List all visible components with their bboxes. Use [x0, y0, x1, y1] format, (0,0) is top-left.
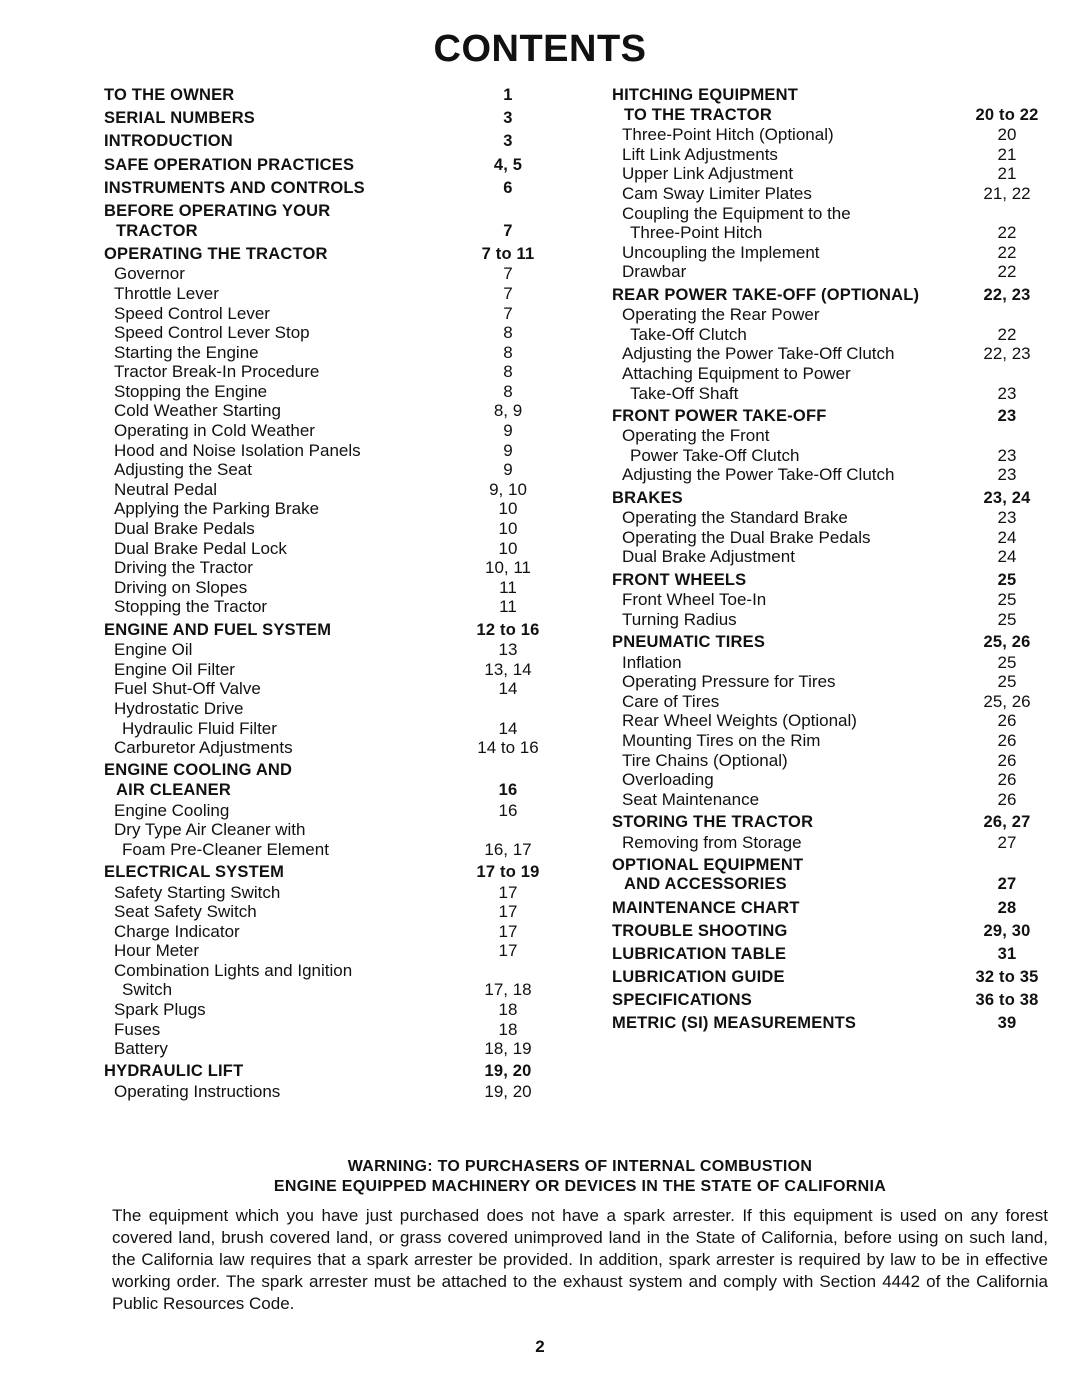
toc-entry-label: FRONT WHEELS	[612, 570, 747, 589]
toc-entry-page: 25, 26	[983, 633, 1031, 651]
toc-entry-page: 25	[997, 652, 1017, 672]
toc-entry-label: Mounting Tires on the Rim	[622, 730, 821, 750]
toc-entry-label: Operating the Rear Power	[622, 305, 820, 325]
toc-entry-page: 18	[498, 1000, 518, 1020]
toc-entry	[612, 286, 1052, 306]
toc-entry-page: 7 to 11	[481, 244, 535, 263]
toc-entry-label: Uncoupling the Implement	[622, 242, 820, 262]
toc-entry-label: Hood and Noise Isolation Panels	[114, 440, 361, 460]
toc-entry	[104, 539, 560, 559]
toc-entry	[612, 899, 1052, 919]
toc-entry-label: Removing from Storage	[622, 832, 802, 852]
toc-entry-label: ENGINE COOLING AND	[104, 761, 293, 780]
toc-entry-label: INTRODUCTION	[104, 132, 233, 151]
toc-entry	[104, 922, 560, 942]
toc-entry	[104, 883, 560, 903]
toc-entry-label: Seat Maintenance	[622, 789, 760, 809]
toc-entry	[612, 86, 1052, 106]
toc-entry-page: 26	[997, 770, 1017, 790]
toc-entry-label: Dry Type Air Cleaner with	[114, 820, 306, 840]
toc-entry-page: 7	[503, 283, 513, 303]
toc-entry	[612, 164, 1052, 184]
toc-entry	[612, 1014, 1052, 1034]
toc-entry	[104, 840, 560, 860]
toc-entry-page: 23	[997, 445, 1017, 465]
toc-entry	[104, 156, 560, 176]
toc-entry-page: 17 to 19	[476, 862, 540, 881]
toc-entry-page: 36 to 38	[975, 991, 1039, 1010]
toc-entry-label: LUBRICATION TABLE	[612, 944, 787, 963]
toc-entry-label: Driving on Slopes	[114, 577, 248, 597]
toc-entry-label: Engine Oil	[114, 640, 193, 660]
toc-entry-label: ELECTRICAL SYSTEM	[104, 862, 285, 881]
toc-entry-page: 17	[498, 882, 518, 902]
warning-heading-line-1: WARNING: TO PURCHASERS OF INTERNAL COMBUSTION	[347, 1158, 813, 1175]
toc-entry-page: 17	[498, 941, 518, 961]
toc-entry-page: 23, 24	[983, 488, 1031, 507]
toc-entry	[104, 264, 560, 284]
toc-entry-page: 25	[997, 570, 1017, 589]
toc-entry-page: 39	[997, 1014, 1017, 1033]
toc-entry-label: AIR CLEANER	[116, 780, 231, 799]
toc-entry-label: Dual Brake Adjustment	[622, 547, 795, 567]
toc-entry-label: Attaching Equipment to Power	[622, 363, 851, 383]
toc-entry-label: Overloading	[622, 770, 714, 790]
toc-entry-label: Neutral Pedal	[114, 479, 218, 499]
toc-entry	[104, 1039, 560, 1059]
toc-entry-page: 22	[997, 223, 1017, 243]
toc-entry-page: 23	[997, 465, 1017, 485]
toc-entry	[104, 245, 560, 265]
toc-entry-page: 22	[997, 242, 1017, 262]
toc-entry	[612, 813, 1052, 833]
toc-entry	[104, 284, 560, 304]
toc-entry	[104, 1062, 560, 1082]
toc-entry-label: HYDRAULIC LIFT	[104, 1062, 244, 1081]
toc-entry-label: Operating Instructions	[114, 1082, 281, 1102]
toc-entry-label: Lift Link Adjustments	[622, 144, 778, 164]
toc-entry-page: 23	[997, 383, 1017, 403]
toc-entry-page: 20	[997, 125, 1017, 145]
toc-entry-label: BEFORE OPERATING YOUR	[104, 201, 331, 220]
toc-entry-page: 26	[997, 711, 1017, 731]
toc-entry-page: 9	[503, 421, 513, 441]
toc-entry-page: 29, 30	[983, 921, 1031, 940]
toc-entry	[104, 699, 560, 719]
toc-entry	[104, 1000, 560, 1020]
toc-entry-label: Adjusting the Seat	[114, 460, 252, 480]
toc-entry-label: Front Wheel Toe-In	[622, 590, 767, 610]
page-number: 2	[535, 1337, 545, 1356]
toc-entry-label: Engine Cooling	[114, 800, 230, 820]
toc-entry-label: Hour Meter	[114, 941, 200, 961]
toc-entry	[104, 961, 560, 981]
toc-entry-label: Operating in Cold Weather	[114, 421, 315, 441]
toc-entry	[104, 597, 560, 617]
toc-entry-page: 23	[997, 508, 1017, 528]
toc-entry-page: 17	[498, 921, 518, 941]
page-title: CONTENTS	[433, 28, 647, 70]
toc-entry-label: STORING THE TRACTOR	[612, 812, 814, 831]
toc-entry-page: 18, 19	[484, 1039, 532, 1059]
toc-entry	[612, 770, 1052, 790]
toc-entry	[104, 421, 560, 441]
toc-entry-page: 10	[498, 499, 518, 519]
toc-entry-label: LUBRICATION GUIDE	[612, 968, 785, 987]
toc-entry-label: TO THE OWNER	[104, 86, 235, 104]
toc-entry	[104, 801, 560, 821]
toc-entry	[612, 106, 1052, 126]
toc-entry-page: 8	[503, 362, 513, 382]
warning-body: The equipment which you have just purchased does not have a spark arrester. If this equipment is used on any forest covered land, brush covered land, or grass covered unimproved land in the State of California, before using on such land, the California law requires that a spark arrester be provided. In addition, spark arrester is required by law to be in effective working order. The spark arrester must be attached to the exhaust system and comply with Section 4442 of the California Public Resources Code.	[112, 1206, 1048, 1313]
toc-entry	[612, 633, 1052, 653]
toc-entry	[612, 508, 1052, 528]
toc-entry	[104, 86, 560, 106]
toc-entry-label: Inflation	[622, 652, 682, 672]
toc-entry-page: 22, 23	[983, 344, 1031, 364]
toc-entry	[612, 711, 1052, 731]
toc-entry-label: INSTRUMENTS AND CONTROLS	[104, 178, 365, 197]
toc-entry-page: 28	[997, 898, 1017, 917]
toc-entry-page: 25, 26	[983, 691, 1031, 711]
toc-entry-page: 32 to 35	[975, 968, 1039, 987]
toc-entry-page: 8, 9	[493, 401, 523, 421]
toc-entry	[104, 362, 560, 382]
toc-entry	[612, 446, 1052, 466]
toc-entry-label: Tire Chains (Optional)	[622, 750, 788, 770]
toc-entry-page: 25	[997, 609, 1017, 629]
toc-entry-page: 14	[498, 718, 518, 738]
toc-entry-label: Coupling the Equipment to the	[622, 203, 851, 223]
toc-entry-label: Throttle Lever	[114, 283, 219, 303]
toc-entry-label: Foam Pre-Cleaner Element	[122, 839, 329, 859]
toc-entry-page: 12 to 16	[476, 620, 540, 639]
toc-entry	[104, 480, 560, 500]
toc-entry-label: Operating Pressure for Tires	[622, 672, 836, 692]
toc-entry	[104, 660, 560, 680]
toc-entry	[104, 441, 560, 461]
toc-entry-label: REAR POWER TAKE-OFF (OPTIONAL)	[612, 285, 920, 304]
toc-entry-label: Governor	[114, 264, 185, 284]
toc-entry	[104, 719, 560, 739]
toc-entry-page: 3	[503, 132, 513, 151]
toc-entry-label: Carburetor Adjustments	[114, 738, 293, 758]
toc-entry-page: 16, 17	[484, 839, 532, 859]
toc-entry	[612, 243, 1052, 263]
toc-entry	[612, 653, 1052, 673]
toc-entry-page: 26, 27	[983, 812, 1031, 831]
toc-entry-label: Cam Sway Limiter Plates	[622, 183, 812, 203]
toc-entry-page: 3	[503, 109, 513, 128]
toc-entry	[104, 343, 560, 363]
toc-entry	[104, 382, 560, 402]
toc-entry-page: 20 to 22	[975, 105, 1039, 124]
toc-entry-label: Power Take-Off Clutch	[630, 445, 800, 465]
toc-entry-label: Hydrostatic Drive	[114, 698, 244, 718]
toc-entry-label: SERIAL NUMBERS	[104, 109, 256, 128]
toc-entry-label: Battery	[114, 1039, 168, 1059]
toc-entry	[104, 820, 560, 840]
toc-entry-label: BRAKES	[612, 488, 683, 507]
toc-entry-page: 22	[997, 262, 1017, 282]
toc-entry-page: 14 to 16	[477, 738, 539, 758]
toc-entry	[612, 833, 1052, 853]
toc-entry-label: OPTIONAL EQUIPMENT	[612, 855, 804, 874]
toc-entry	[612, 790, 1052, 810]
toc-entry-page: 25	[997, 590, 1017, 610]
toc-entry-label: Take-Off Shaft	[630, 383, 739, 403]
toc-entry-page: 8	[503, 342, 513, 362]
toc-entry	[612, 672, 1052, 692]
toc-entry-label: Care of Tires	[622, 691, 720, 711]
toc-entry	[612, 125, 1052, 145]
toc-entry-page: 13, 14	[484, 659, 532, 679]
toc-entry	[104, 323, 560, 343]
toc-entry-label: TO THE TRACTOR	[624, 105, 772, 124]
toc-entry-label: Operating the Dual Brake Pedals	[622, 527, 871, 547]
toc-entry-label: Speed Control Lever Stop	[114, 323, 310, 343]
toc-entry-page: 7	[503, 221, 513, 240]
toc-entry	[104, 460, 560, 480]
toc-entry-label: MAINTENANCE CHART	[612, 898, 800, 917]
toc-entry	[104, 519, 560, 539]
toc-entry-label: Upper Link Adjustment	[622, 164, 794, 184]
toc-entry-label: METRIC (SI) MEASUREMENTS	[612, 1014, 857, 1033]
toc-entry	[612, 991, 1052, 1011]
toc-entry-label: Adjusting the Power Take-Off Clutch	[622, 344, 895, 364]
toc-entry	[612, 407, 1052, 427]
toc-entry-page: 21	[997, 164, 1017, 184]
toc-entry-page: 1	[503, 86, 513, 104]
toc-entry	[104, 640, 560, 660]
toc-entry	[104, 179, 560, 199]
toc-right-column	[612, 86, 1052, 1034]
toc-entry-label: Three-Point Hitch (Optional)	[622, 125, 834, 145]
toc-entry-page: 16	[498, 780, 518, 799]
toc-entry	[104, 132, 560, 152]
toc-entry-label: PNEUMATIC TIRES	[612, 633, 766, 651]
toc-entry-label: Three-Point Hitch	[630, 223, 763, 243]
toc-entry-label: Spark Plugs	[114, 1000, 206, 1020]
toc-entry	[612, 968, 1052, 988]
toc-entry	[104, 304, 560, 324]
toc-entry-label: TRACTOR	[116, 221, 198, 240]
toc-entry-label: AND ACCESSORIES	[624, 875, 787, 894]
toc-entry	[612, 262, 1052, 282]
toc-entry-label: ENGINE AND FUEL SYSTEM	[104, 620, 332, 639]
toc-entry-page: 7	[503, 303, 513, 323]
toc-entry-page: 11	[499, 577, 517, 597]
toc-entry-page: 6	[503, 178, 513, 197]
toc-entry	[104, 578, 560, 598]
toc-entry-label: Operating the Standard Brake	[622, 508, 848, 528]
toc-entry-label: Seat Safety Switch	[114, 902, 257, 922]
toc-entry	[612, 945, 1052, 965]
toc-entry-label: Drawbar	[622, 262, 687, 282]
toc-entry	[612, 384, 1052, 404]
toc-entry	[104, 941, 560, 961]
toc-entry-label: Safety Starting Switch	[114, 882, 281, 902]
toc-entry	[104, 761, 560, 781]
toc-entry-page: 9, 10	[489, 479, 527, 499]
toc-entry-page: 4, 5	[493, 155, 523, 174]
toc-entry-label: Turning Radius	[622, 609, 737, 629]
toc-entry-label: SPECIFICATIONS	[612, 991, 753, 1010]
toc-entry-page: 21	[997, 144, 1017, 164]
toc-entry-page: 10, 11	[484, 558, 531, 578]
toc-entry-label: Take-Off Clutch	[630, 324, 747, 344]
toc-entry-page: 7	[503, 264, 513, 284]
toc-entry-page: 24	[997, 547, 1017, 567]
toc-left-column	[104, 86, 560, 1102]
toc-entry	[612, 145, 1052, 165]
toc-entry-page: 8	[503, 381, 513, 401]
toc-entry	[104, 499, 560, 519]
toc-entry-label: Dual Brake Pedal Lock	[114, 538, 287, 558]
warning-heading-line-2: ENGINE EQUIPPED MACHINERY OR DEVICES IN THE STATE OF CALIFORNIA	[273, 1178, 887, 1195]
toc-entry	[612, 610, 1052, 630]
toc-entry-label: Applying the Parking Brake	[114, 499, 320, 519]
toc-entry	[104, 902, 560, 922]
toc-entry-page: 17, 18	[484, 980, 532, 1000]
toc-entry-label: Charge Indicator	[114, 921, 240, 941]
toc-entry	[104, 781, 560, 801]
toc-entry	[104, 1082, 560, 1102]
toc-entry	[612, 325, 1052, 345]
toc-entry-label: SAFE OPERATION PRACTICES	[104, 155, 355, 174]
toc-entry	[104, 863, 560, 883]
toc-entry	[104, 621, 560, 641]
toc-entry-page: 23	[997, 406, 1017, 425]
toc-entry-label: Cold Weather Starting	[114, 401, 281, 421]
toc-entry-page: 19, 20	[484, 1082, 532, 1102]
toc-entry	[104, 558, 560, 578]
toc-entry-label: Engine Oil Filter	[114, 659, 235, 679]
toc-entry-page: 9	[503, 460, 513, 480]
toc-entry	[104, 1020, 560, 1040]
toc-entry-page: 11	[499, 597, 517, 617]
toc-entry	[104, 401, 560, 421]
toc-entry	[612, 528, 1052, 548]
toc-entry	[612, 184, 1052, 204]
toc-entry-label: Fuses	[114, 1019, 161, 1039]
toc-entry-page: 17	[498, 902, 518, 922]
toc-entry-page: 27	[997, 875, 1017, 894]
toc-entry-page: 31	[997, 944, 1017, 963]
toc-entry	[612, 571, 1052, 591]
toc-entry-page: 26	[997, 750, 1017, 770]
toc-entry-label: Driving the Tractor	[114, 558, 253, 578]
toc-entry	[612, 204, 1052, 224]
toc-entry-label: Speed Control Lever	[114, 303, 270, 323]
toc-entry-page: 10	[498, 538, 518, 558]
toc-entry-page: 16	[498, 800, 518, 820]
toc-entry-label: Combination Lights and Ignition	[114, 960, 353, 980]
toc-entry-page: 22, 23	[983, 285, 1031, 304]
toc-entry-label: Hydraulic Fluid Filter	[122, 718, 277, 738]
toc-entry-label: Starting the Engine	[114, 342, 259, 362]
toc-entry	[104, 202, 560, 222]
toc-entry-page: 19, 20	[484, 1062, 532, 1081]
toc-entry-label: OPERATING THE TRACTOR	[104, 244, 328, 263]
california-warning	[112, 1157, 1048, 1315]
toc-entry-page: 27	[997, 832, 1017, 852]
toc-entry-label: Dual Brake Pedals	[114, 519, 255, 539]
toc-entry	[612, 922, 1052, 942]
toc-entry-label: Stopping the Engine	[114, 381, 268, 401]
toc-entry-page: 22	[997, 324, 1017, 344]
toc-entry-page: 9	[503, 440, 513, 460]
toc-entry	[612, 364, 1052, 384]
toc-entry-page: 18	[498, 1019, 518, 1039]
toc-entry-label: HITCHING EQUIPMENT	[612, 86, 799, 104]
toc-entry-label: Tractor Break-In Procedure	[114, 362, 320, 382]
toc-entry-label: Switch	[122, 980, 173, 1000]
toc-entry-page: 10	[498, 519, 518, 539]
toc-entry	[104, 738, 560, 758]
toc-entry-page: 26	[997, 789, 1017, 809]
toc-entry-page: 25	[997, 672, 1017, 692]
toc-entry	[612, 305, 1052, 325]
toc-entry	[612, 223, 1052, 243]
toc-entry	[612, 465, 1052, 485]
toc-entry-label: Operating the Front	[622, 426, 770, 446]
toc-entry	[612, 692, 1052, 712]
toc-entry	[612, 426, 1052, 446]
toc-entry-page: 26	[997, 730, 1017, 750]
toc-entry	[612, 344, 1052, 364]
toc-entry-label: Fuel Shut-Off Valve	[114, 679, 261, 699]
toc-entry	[104, 679, 560, 699]
toc-entry	[612, 856, 1052, 876]
toc-entry-label: Stopping the Tractor	[114, 597, 268, 617]
toc-entry	[104, 109, 560, 129]
toc-entry	[104, 980, 560, 1000]
toc-entry-page: 8	[503, 323, 513, 343]
toc-entry	[612, 875, 1052, 895]
toc-entry-page: 24	[997, 527, 1017, 547]
toc-entry	[104, 222, 560, 242]
toc-entry-page: 14	[498, 679, 518, 699]
toc-entry-label: Rear Wheel Weights (Optional)	[622, 711, 857, 731]
toc-entry-label: FRONT POWER TAKE-OFF	[612, 406, 827, 425]
toc-entry-page: 13	[498, 640, 518, 660]
toc-entry	[612, 489, 1052, 509]
toc-entry-label: Adjusting the Power Take-Off Clutch	[622, 465, 895, 485]
toc-entry	[612, 547, 1052, 567]
toc-entry-page: 21, 22	[983, 183, 1031, 203]
toc-entry-label: TROUBLE SHOOTING	[612, 921, 788, 940]
toc-entry	[612, 590, 1052, 610]
toc-entry	[612, 751, 1052, 771]
toc-entry	[612, 731, 1052, 751]
